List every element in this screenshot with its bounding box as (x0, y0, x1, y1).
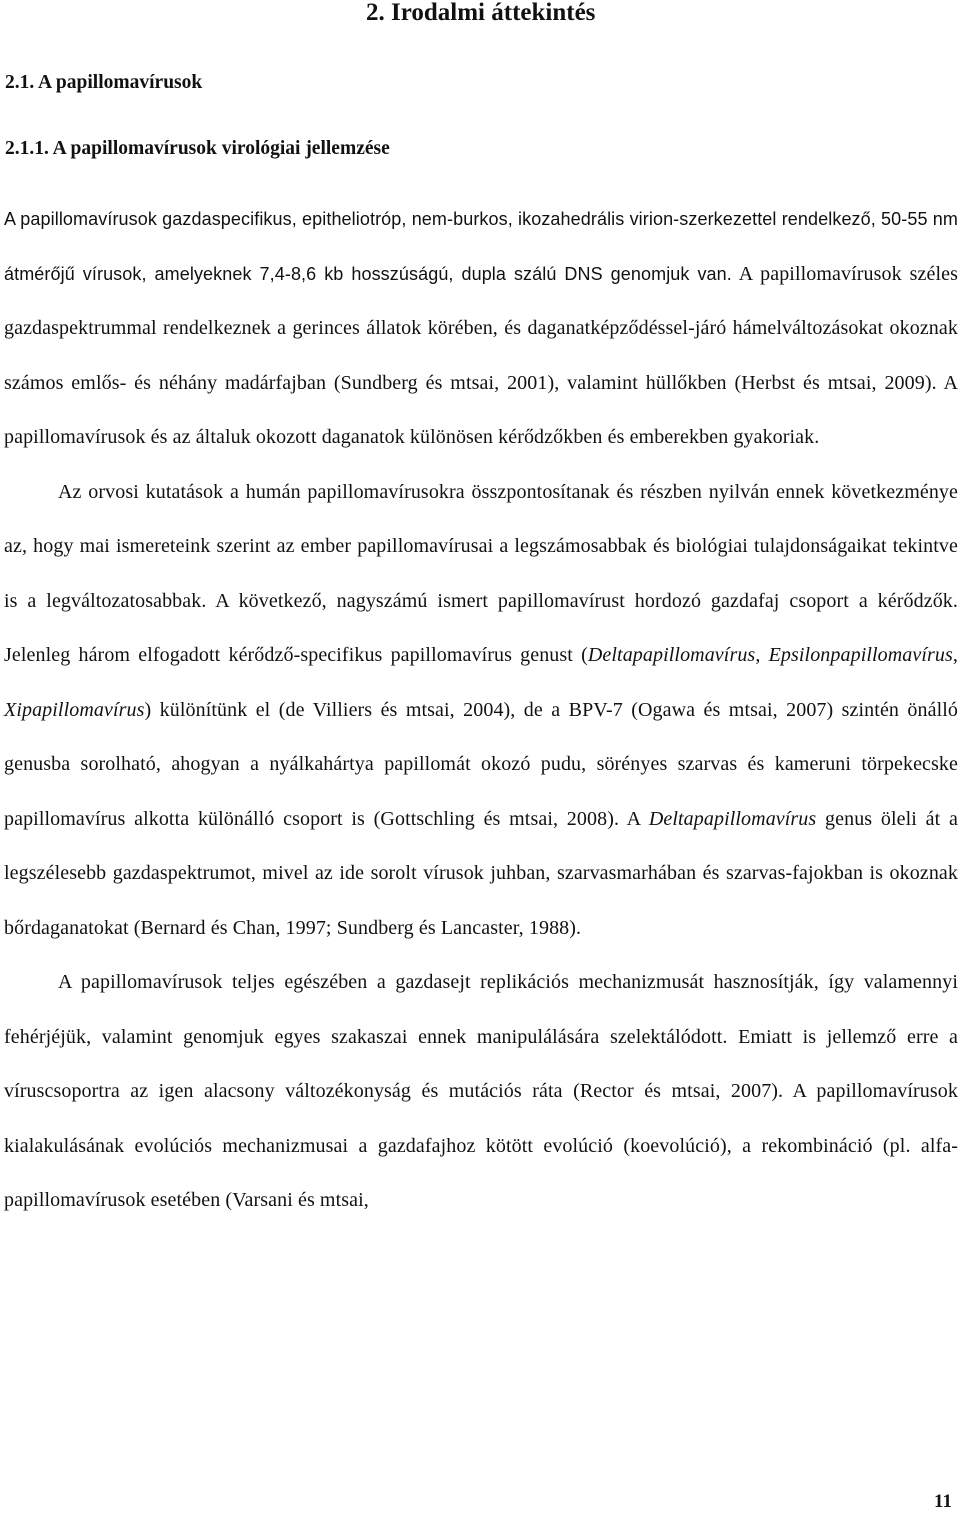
genus-separator: , (755, 644, 769, 666)
subsection-heading: 2.1.1. A papillomavírusok virológiai jellemzése (5, 138, 390, 159)
genus-name-delta: Deltapapillomavírus (648, 807, 817, 830)
page-number: 11 (934, 1491, 952, 1512)
paragraph-sentence-sans: A papillomavírusok gazdaspecifikus, epitheliotróp, nem-burkos, ikozahedrális virion-szerkezettel rendelkező, 50-55 nm átmérőjű vírusok, amelyeknek 7,4-8,6 kb hosszúságú, dupla szálú DNS genomjuk van. (4, 209, 958, 284)
section-heading: 2.1. A papillomavírusok (5, 72, 203, 93)
paragraph-virology-intro (4, 192, 958, 465)
genus-name-epsilon: Epsilonpapillomavírus (768, 644, 953, 666)
paragraph-text: A papillomavírusok teljes egészében a gazdasejt replikációs mechanizmusát hasznosítják, így valamennyi fehérjéjük, valamint genomjuk egyes szakaszai ennek manipulálására szelektálódott. Emiatt is jellemző erre a víruscsoportra az igen alacsony változékonyság és mutációs ráta (Rector és mtsai, 2007). A papillomavírusok kialakulásának evolúciós mechanizmusai a gazdafajhoz kötött evolúció (koevolúció), a rekombináció (pl. alfa-papillomavírusok esetében (Varsani és mtsai, (4, 971, 958, 1211)
genus-name-xi: Xipapillomavírus (4, 698, 145, 721)
chapter-title: 2. Irodalmi áttekintés (366, 0, 596, 26)
genus-separator: , (952, 644, 959, 666)
paragraph-text: genus öleli át a legszélesebb gazdaspektrumot, mivel az ide sorolt vírusok juhban, szarvasmarhában és szarvas-fajokban is okoznak bőrdaganatokat (Bernard és Chan, 1997; Sundberg és Lancaster, 1988). (4, 807, 958, 939)
paragraph-sentence: A papillomavírusok széles gazdaspektrummal rendelkeznek a gerinces állatok körében, és daganatképződéssel-járó hámelváltozásokat okoznak számos emlős- és néhány madárfajban (Sundberg és mtsai, 2001), valamint hüllőkben (Herbst és mtsai, 2009). A papillomavírusok és az általuk okozott daganatok különösen kérődzőkben és emberekben gyakoriak. (4, 262, 958, 448)
paragraph-ruminant-genera (4, 465, 958, 956)
body-text (4, 192, 958, 1228)
paragraph-text: ) különítünk el (de Villiers és mtsai, 2004), de a BPV-7 (Ogawa és mtsai, 2007) szintén önálló genusba sorolható, ahogyan a nyálkahártya papillomát okozó pudu, sörényes szarvas és kameruni törpekecske papillomavírus alkotta különálló csoport is (Gottschling és mtsai, 2008). A (4, 698, 958, 830)
paragraph-replication (4, 955, 958, 1228)
genus-name-delta: Deltapapillomavírus (587, 644, 756, 666)
paragraph-text: Az orvosi kutatások a humán papillomavírusokra összpontosítanak és részben nyilván ennek következménye az, hogy mai ismereteink szerint az ember papillomavírusai a legszámosabbak és biológiai tulajdonságaikat tekintve is a legváltozatosabbak. A következő, nagyszámú ismert papillomavírust hordozó gazdafaj csoport a kérődzők. Jelenleg három elfogadott kérődző-specifikus papillomavírus genust ( (4, 480, 958, 666)
